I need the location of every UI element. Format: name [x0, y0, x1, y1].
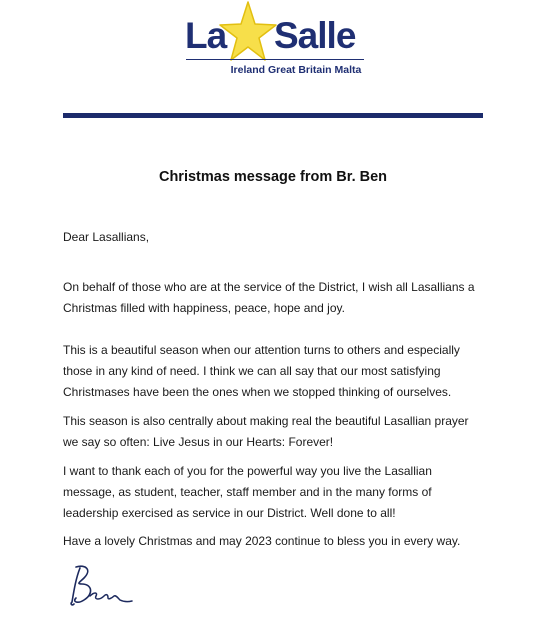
logo-word-la: La	[185, 15, 227, 56]
paragraph-2: This is a beautiful season when our attention turns to others and especially those in any kind of need. I think we can all say that our most satisfying Christmases have been the ones when we stopped thinking of ourselves.	[63, 343, 460, 399]
letter-title: Christmas message from Br. Ben	[158, 169, 388, 185]
logo-word-salle: Salle	[274, 15, 356, 56]
star-icon	[218, 0, 278, 64]
paragraph-1: On behalf of those who are at the service of the District, I wish all Lasallians a Christmas filled with happiness, peace, hope and joy.	[63, 280, 475, 315]
header-divider	[63, 113, 483, 118]
logo-subtitle: Ireland Great Britain Malta	[230, 64, 362, 76]
paragraph-3: This season is also centrally about making real the beautiful Lasallian prayer we say so often: Live Jesus in our Hearts: Forever!	[63, 414, 469, 449]
salutation: Dear Lasallians,	[63, 230, 150, 244]
handwritten-signature	[66, 562, 136, 610]
paragraph-5: Have a lovely Christmas and may 2023 continue to bless you in every way.	[63, 534, 461, 548]
paragraph-4: I want to thank each of you for the powerful way you live the Lasallian message, as student, teacher, staff member and in the many forms of leadership exercised as service in our District. Well done to all!	[63, 464, 432, 520]
logo-divider	[186, 59, 364, 60]
la-salle-logo	[180, 0, 380, 82]
